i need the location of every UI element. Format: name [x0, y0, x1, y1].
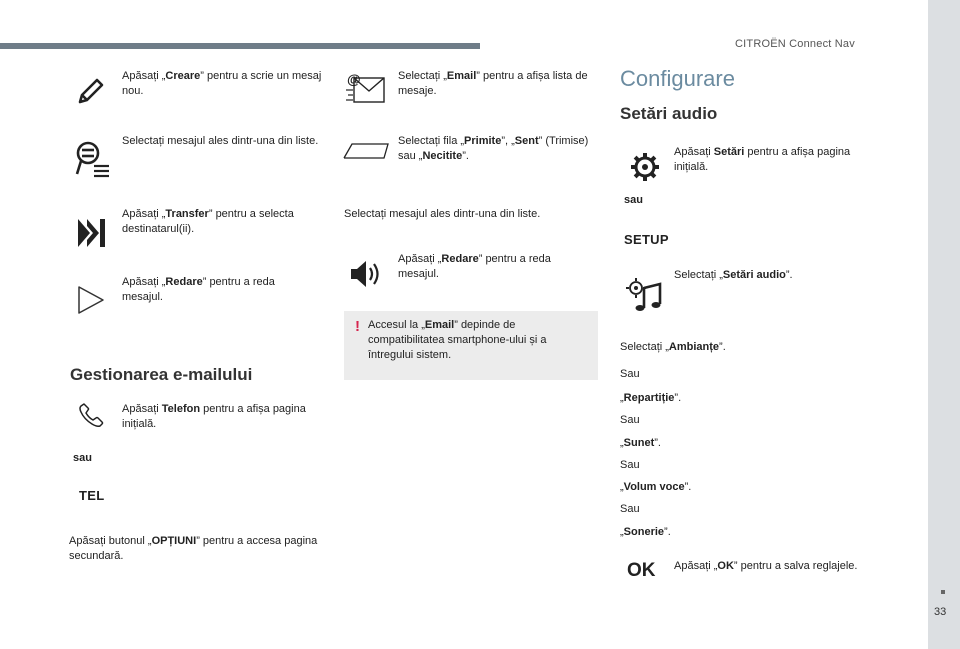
play-instruction: Apăsați „Redare” pentru a reda mesajul.: [122, 276, 275, 303]
play-icon: [76, 285, 106, 315]
create-instruction: Apăsați „Creare” pentru a scrie un mesaj nou.: [122, 70, 322, 97]
warning-icon: !: [355, 318, 360, 335]
transfer-instruction: Apăsați „Transfer” pentru a selecta destinatarul(ii).: [122, 208, 294, 235]
header-bar: [0, 43, 480, 49]
svg-text:@: @: [347, 71, 361, 87]
tel-button-label: TEL: [79, 488, 105, 503]
or-label-settings: sau: [624, 194, 643, 206]
tab-icon: [342, 142, 390, 160]
audio-settings-instruction: Selectați „Setări audio”.: [674, 269, 793, 281]
email-icon: [344, 70, 386, 104]
page-marker: [941, 590, 945, 594]
email-instruction: Selectați „Email” pentru a afișa lista de mesaje.: [398, 70, 588, 97]
ok-button-label: OK: [627, 560, 656, 581]
manual-title: CITROËN Connect Nav: [735, 38, 855, 50]
setup-button-label: SETUP: [624, 232, 669, 247]
or-text: Sau: [620, 414, 640, 426]
gear-icon: [630, 152, 660, 182]
settings-instruction: Apăsați Setări pentru a afișa pagina inițială.: [674, 146, 851, 173]
pencil-icon: [75, 75, 107, 107]
or-text: Sau: [620, 503, 640, 515]
or-text: Sau: [620, 459, 640, 471]
sound-option: „Sunet”.: [620, 437, 661, 449]
phone-icon: [78, 402, 104, 428]
voice-volume-option: „Volum voce”.: [620, 481, 692, 493]
side-strip: [928, 0, 960, 649]
speaker-icon: [348, 258, 384, 290]
ok-instruction: Apăsați „OK” pentru a salva reglajele.: [674, 560, 858, 572]
message-list-icon: [72, 140, 112, 178]
or-text: Sau: [620, 368, 640, 380]
select-message-instruction: Selectați mesajul ales dintr-una din liste.: [122, 135, 319, 147]
or-label: sau: [73, 452, 92, 464]
audio-settings-heading: Setări audio: [620, 104, 718, 123]
select-message-text: Selectați mesajul ales dintr-una din liste.: [344, 208, 541, 220]
ringtone-option: „Sonerie”.: [620, 526, 671, 538]
transfer-icon: [75, 218, 107, 248]
email-management-heading: Gestionarea e-mailului: [70, 365, 253, 384]
configuration-title: Configurare: [620, 66, 735, 91]
ambiance-instruction: Selectați „Ambianțe”.: [620, 341, 726, 353]
page-number: 33: [934, 606, 947, 618]
distribution-option: „Repartiție”.: [620, 392, 682, 404]
phone-instruction: Apăsați Telefon pentru a afișa pagina inițială.: [122, 403, 306, 430]
warning-text: Accesul la „Email” depinde de compatibilitatea smartphone-ului și a întregului sistem.: [368, 319, 547, 361]
play-message-instruction: Apăsați „Redare” pentru a reda mesajul.: [398, 253, 551, 280]
audio-settings-icon: [624, 276, 664, 312]
tabs-instruction: Selectați fila „Primite”, „Sent” (Trimise) sau „Necitite”.: [398, 135, 589, 162]
options-instruction: Apăsați butonul „OPȚIUNI” pentru a accesa pagina secundară.: [69, 535, 318, 562]
